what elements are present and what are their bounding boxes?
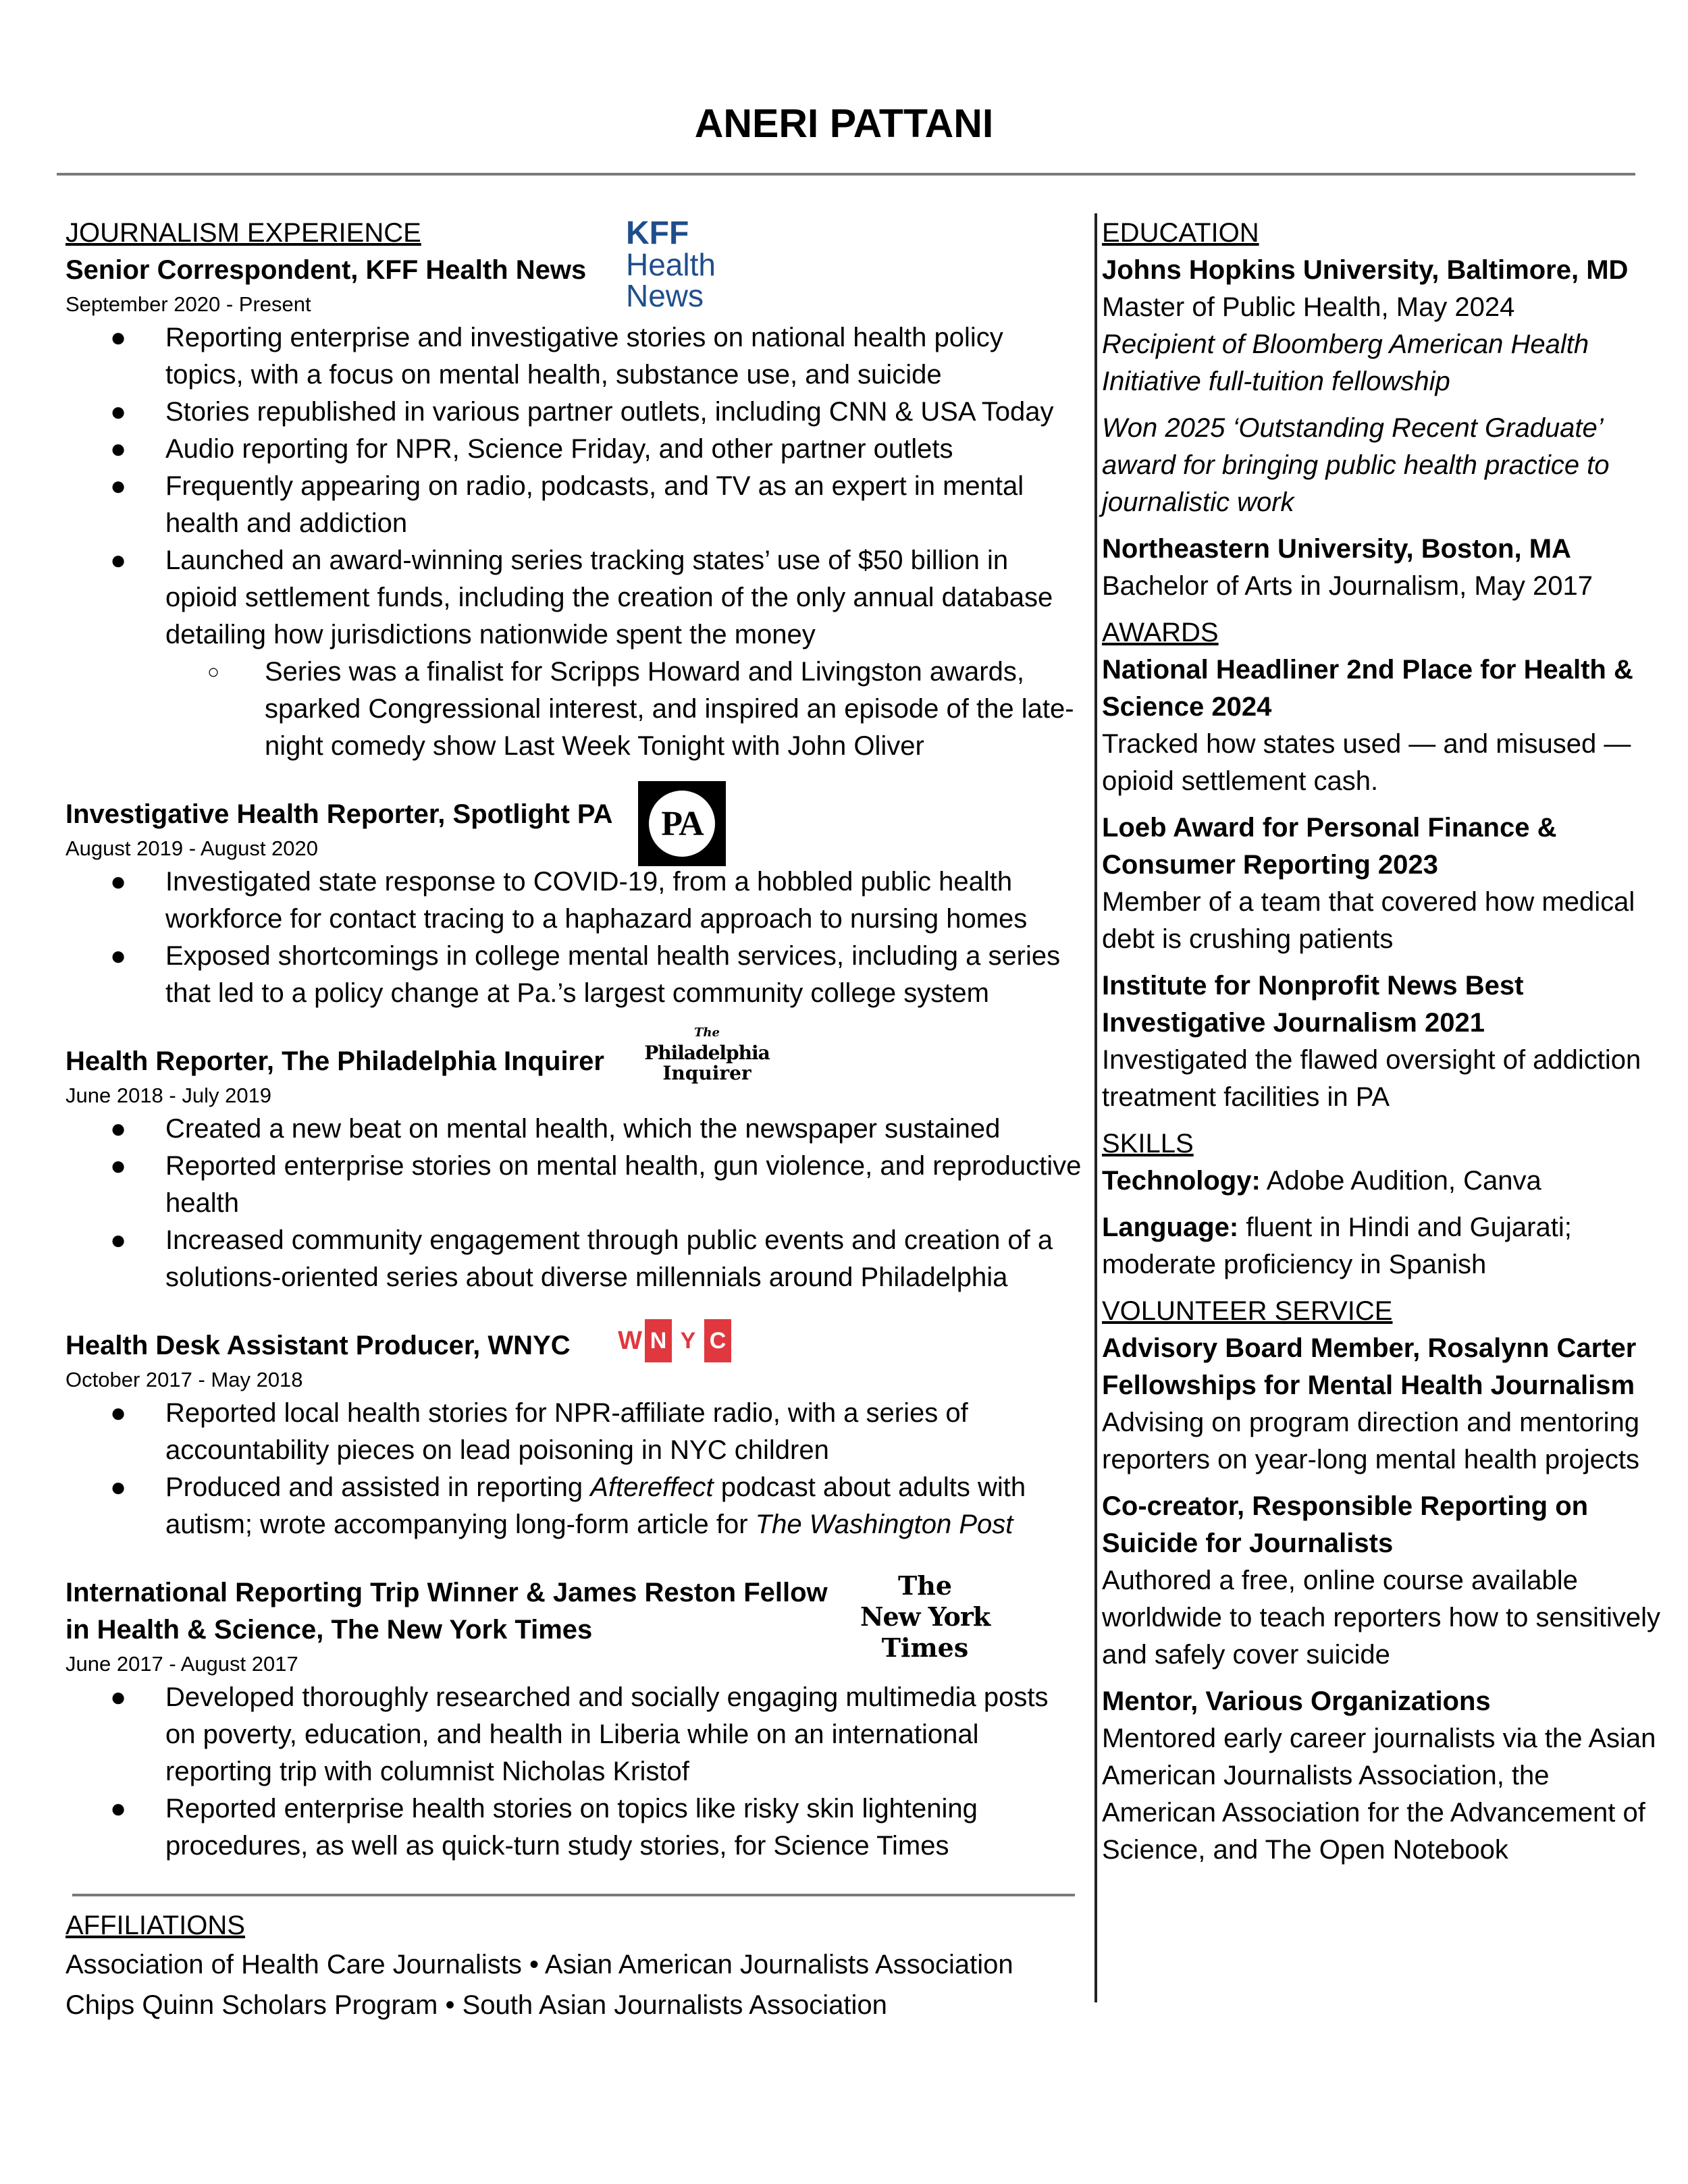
list-item: ● Developed thoroughly researched and socially engaging multimedia posts on poverty, education, and health in Liberia while on an international reporting trip with columnist Nicholas Kristof [110, 1682, 1049, 1786]
volunteer-title: Co-creator, Responsible Reporting on Suicide for Journalists [1102, 1491, 1589, 1558]
jhu-title: Johns Hopkins University, Baltimore, MD [1102, 255, 1629, 285]
awards-heading: AWARDS [1102, 618, 1219, 647]
list-item: ● Created a new beat on mental health, which the newspaper sustained [110, 1114, 1001, 1144]
job-title-line-1: International Reporting Trip Winner & James Reston Fellow [65, 1578, 828, 1607]
candidate-name: ANERI PATTANI [694, 101, 994, 146]
neu-title: Northeastern University, Boston, MA [1102, 534, 1571, 564]
neu-degree: Bachelor of Arts in Journalism, May 2017 [1102, 571, 1593, 601]
list-item: ● Launched an award-winning series tracking states’ use of $50 billion in opioid settlement funds, including the creation of the only annual database detailing how jurisdictions nationwide spent the money [110, 545, 1053, 649]
affiliations-section [65, 1907, 1085, 2025]
bullet-list [65, 1395, 1085, 1543]
spotlight-pa-logo: PA [638, 781, 726, 866]
job-nyt [65, 1570, 1085, 1865]
volunteer-heading: VOLUNTEER SERVICE [1102, 1296, 1393, 1326]
volunteer-title: Advisory Board Member, Rosalynn Carter Fellowships for Mental Health Journalism [1102, 1333, 1637, 1400]
list-item: ● Stories republished in various partner outlets, including CNN & USA Today [110, 397, 1054, 427]
list-item: ● Produced and assisted in reporting Aftereffect podcast about adults with autism; wrote accompanying long-form article for The Washington Post [110, 1472, 1026, 1539]
list-item: ● Exposed shortcomings in college mental health services, including a series that led to a policy change at Pa.’s largest community college system [110, 941, 1061, 1008]
list-item: ● Reported local health stories for NPR-affiliate radio, with a series of accountability pieces on lead poisoning in NYC children [110, 1398, 968, 1465]
bullet-list [65, 863, 1085, 1012]
award-desc: Tracked how states used — and misused — opioid settlement cash. [1102, 729, 1631, 796]
award-desc: Member of a team that covered how medical debt is crushing patients [1102, 887, 1635, 954]
header-divider [57, 173, 1635, 176]
list-item: ○ Series was a finalist for Scripps Howard and Livingston awards, sparked Congressional interest, and inspired an episode of the late-night comedy show Last Week Tonight with John Oliver [207, 657, 1074, 761]
list-item: ● Reporting enterprise and investigative stories on national health policy topics, with a focus on mental health, substance use, and suicide [110, 323, 1003, 390]
affiliations-heading: AFFILIATIONS [65, 1911, 245, 1940]
award-title: Institute for Nonprofit News Best Investigative Journalism 2021 [1102, 971, 1524, 1038]
award-title: National Headliner 2nd Place for Health & Science 2024 [1102, 655, 1633, 722]
list-item: ● Frequently appearing on radio, podcasts, and TV as an expert in mental health and addiction [110, 471, 1024, 538]
job-title: Health Desk Assistant Producer, WNYC [65, 1331, 571, 1360]
kff-logo-line-3: News [626, 278, 704, 313]
bullet-list [65, 1679, 1085, 1865]
volunteer-desc: Advising on program direction and mentoring reporters on year-long mental health projects [1102, 1408, 1639, 1474]
affiliations-line-1: Association of Health Care Journalists • Asian American Journalists Association [65, 1950, 1013, 1979]
skills-language: Language: fluent in Hindi and Gujarati; moderate proficiency in Spanish [1102, 1213, 1572, 1279]
list-item: ● Reported enterprise stories on mental health, gun violence, and reproductive health [110, 1151, 1082, 1218]
journalism-heading: JOURNALISM EXPERIENCE [65, 218, 421, 248]
kff-logo-line-1: KFF [626, 215, 689, 251]
job-date: September 2020 - Present [65, 292, 311, 316]
job-title-line-2: in Health & Science, The New York Times [65, 1615, 593, 1645]
volunteer-title: Mentor, Various Organizations [1102, 1686, 1491, 1716]
list-item: ● Investigated state response to COVID-19, from a hobbled public health workforce for contact tracing to a haphazard approach to nursing homes [110, 867, 1028, 934]
jhu-note-award: Won 2025 ‘Outstanding Recent Graduate’ award for bringing public health practice to journalistic work [1102, 413, 1610, 517]
sub-bullet-list [65, 654, 1085, 765]
award-desc: Investigated the flawed oversight of addiction treatment facilities in PA [1102, 1045, 1641, 1112]
job-title: Health Reporter, The Philadelphia Inquirer [65, 1046, 604, 1076]
column-divider [1094, 213, 1097, 2002]
skills-heading: SKILLS [1102, 1129, 1194, 1158]
job-wnyc [65, 1327, 1085, 1543]
volunteer-desc: Authored a free, online course available worldwide to teach reporters how to sensitively and safely cover suicide [1102, 1566, 1661, 1670]
kff-logo [626, 215, 716, 313]
bullet-list [65, 1111, 1085, 1296]
affiliations-line-2: Chips Quinn Scholars Program • South Asian Journalists Association [65, 1990, 887, 2020]
right-column [1102, 215, 1662, 1869]
affiliations-divider [72, 1894, 1075, 1896]
job-date: October 2017 - May 2018 [65, 1368, 303, 1391]
nyt-logo: The New York Times [860, 1570, 991, 1663]
job-spotlight-pa [65, 796, 1085, 1012]
award-title: Loeb Award for Personal Finance & Consumer Reporting 2023 [1102, 813, 1557, 880]
left-column [65, 215, 1085, 1865]
education-heading: EDUCATION [1102, 218, 1259, 248]
inquirer-logo: The Philadelphia Inquirer [644, 1026, 770, 1084]
job-title: Senior Correspondent, KFF Health News [65, 255, 587, 285]
list-item: ● Audio reporting for NPR, Science Friday, and other partner outlets [110, 434, 953, 464]
job-date: August 2019 - August 2020 [65, 836, 319, 860]
job-title: Investigative Health Reporter, Spotlight PA [65, 799, 613, 829]
list-item: ● Increased community engagement through public events and creation of a solutions-oriented series about diverse millennials around Philadelphia [110, 1225, 1053, 1292]
jhu-degree: Master of Public Health, May 2024 [1102, 292, 1515, 322]
jhu-note-fellowship: Recipient of Bloomberg American Health Initiative full-tuition fellowship [1102, 329, 1589, 396]
bullet-list [65, 319, 1085, 654]
wnyc-logo: W N Y C [618, 1319, 731, 1362]
job-date: June 2017 - August 2017 [65, 1652, 298, 1676]
job-inquirer [65, 1026, 1085, 1296]
volunteer-desc: Mentored early career journalists via the Asian American Journalists Association, the American Association for the Advancement of Science, and The Open Notebook [1102, 1724, 1656, 1865]
kff-logo-line-2: Health [626, 247, 716, 282]
skills-technology: Technology: Adobe Audition, Canva [1102, 1166, 1541, 1196]
list-item: ● Reported enterprise health stories on topics like risky skin lightening procedures, as well as quick-turn study stories, for Science Times [110, 1794, 978, 1861]
job-date: June 2018 - July 2019 [65, 1084, 272, 1107]
